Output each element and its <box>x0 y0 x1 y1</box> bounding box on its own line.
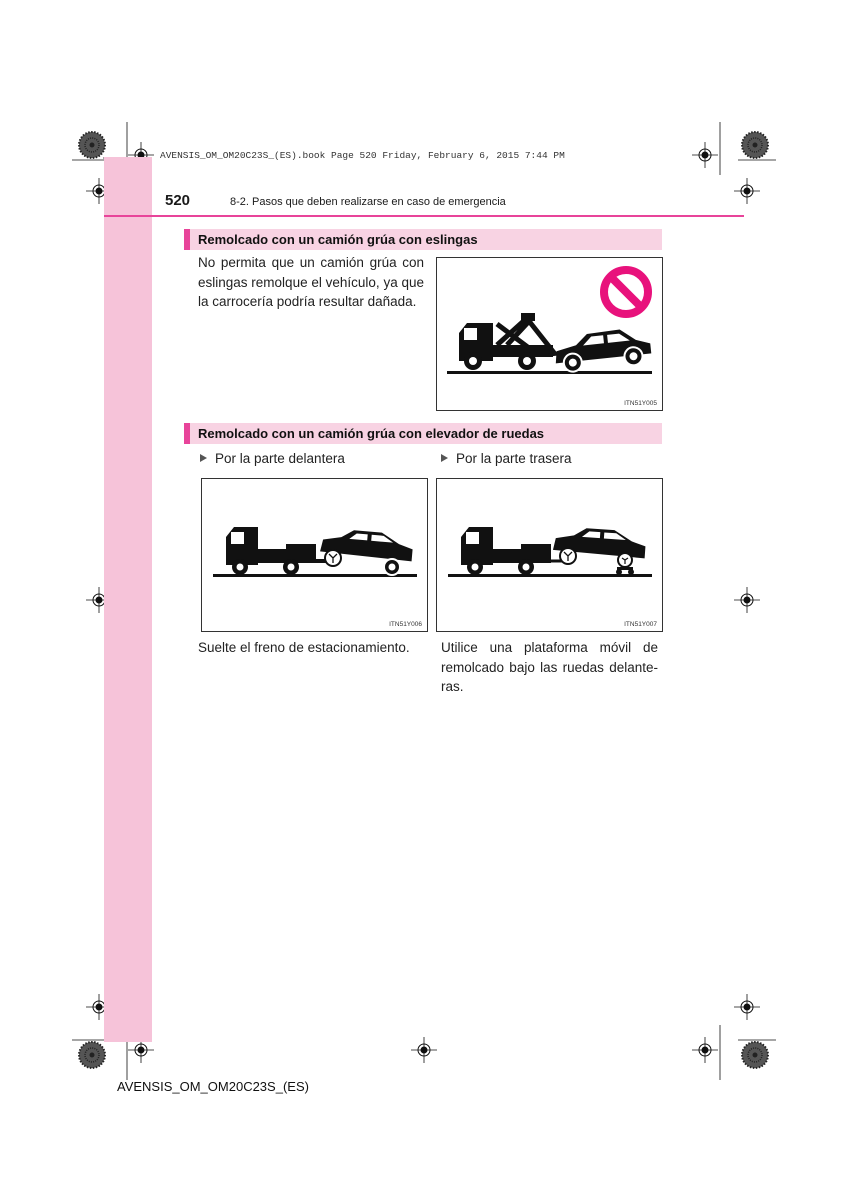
file-header: AVENSIS_OM_OM20C23S_(ES).book Page 520 Friday, February 6, 2015 7:44 PM <box>160 150 565 161</box>
side-tab-band <box>104 157 152 1042</box>
slings-line: la carrocería podría resultar dañada. <box>198 294 417 309</box>
figure-front-tow <box>201 478 428 632</box>
heading-wheel-lift-text: Remolcado con un camión grúa con elevador de ruedas <box>198 426 545 441</box>
slings-text <box>198 253 424 312</box>
triangle-bullet-icon <box>441 454 448 462</box>
triangle-bullet-icon <box>200 454 207 462</box>
heading-wheel-lift <box>184 423 662 444</box>
front-label-text: Por la parte delantera <box>215 451 345 466</box>
rear-tow-illustration <box>437 479 662 631</box>
section-title: 8-2. Pasos que deben realizarse en caso de emergencia <box>230 196 506 208</box>
slings-line: No permita que un camión grúa con <box>198 255 424 270</box>
footer-doc-id: AVENSIS_OM_OM20C23S_(ES) <box>117 1079 309 1094</box>
page-number: 520 <box>165 192 191 209</box>
rear-label <box>441 451 572 466</box>
figure-code: ITN51Y007 <box>624 621 657 628</box>
rear-caption-line: remolcado bajo las ruedas delante- <box>441 659 658 675</box>
prohibited-icon <box>604 270 648 314</box>
figure-code: ITN51Y005 <box>624 400 657 407</box>
header-rule <box>104 215 744 217</box>
rear-label-text: Por la parte trasera <box>456 451 572 466</box>
sling-tow-illustration <box>437 258 662 410</box>
slings-line: eslingas remolque el vehículo, ya que <box>198 274 424 290</box>
heading-slings-text: Remolcado con un camión grúa con eslingas <box>198 232 478 247</box>
front-label <box>200 451 345 466</box>
rear-caption-line: ras. <box>441 679 464 694</box>
figure-code: ITN51Y006 <box>389 621 422 628</box>
figure-sling-tow <box>436 257 663 411</box>
front-tow-illustration <box>202 479 427 631</box>
rear-caption <box>441 638 658 697</box>
figure-rear-tow <box>436 478 663 632</box>
rear-caption-line: Utilice una plataforma móvil de <box>441 640 658 655</box>
heading-slings <box>184 229 662 250</box>
front-caption: Suelte el freno de estacionamiento. <box>198 640 410 655</box>
